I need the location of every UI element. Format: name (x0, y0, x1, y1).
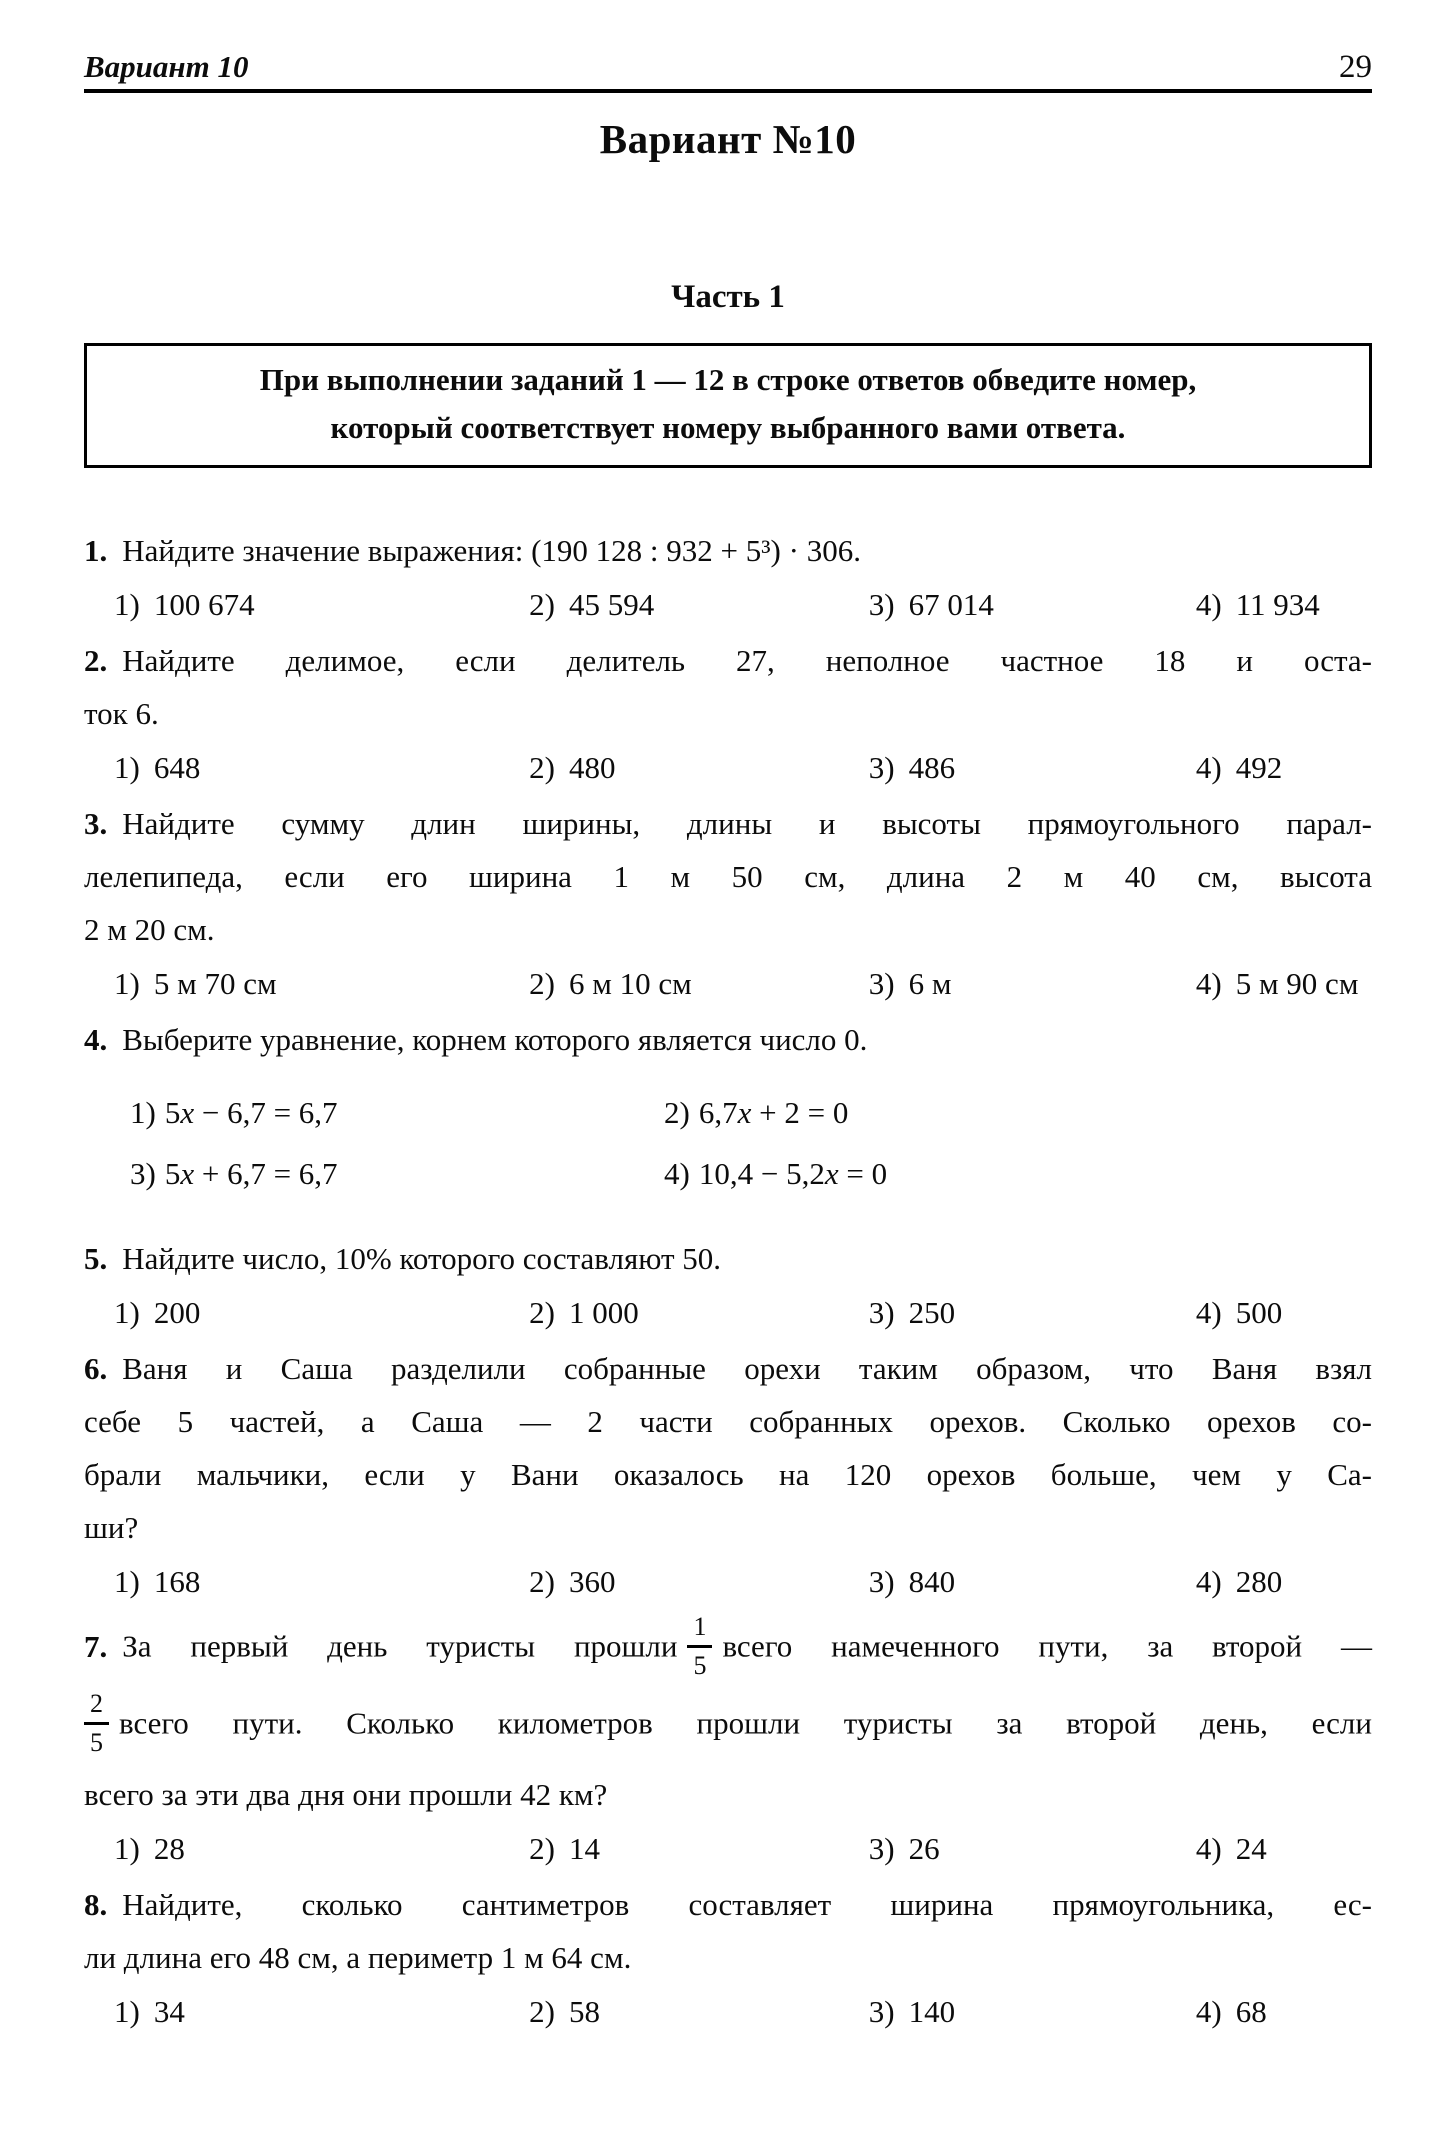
problem-statement: За первый день туристы прошли (122, 1628, 678, 1664)
part-heading: Часть 1 (671, 279, 785, 315)
answer-value: 28 (153, 1831, 185, 1866)
answer-option (1196, 1822, 1372, 1875)
problem-statement: Найдите делимое, если делитель 27, неполное частное 18 и оста- (122, 643, 1372, 678)
answers-row (84, 957, 1372, 1010)
answer-option (529, 578, 869, 631)
answer-value: 26 (908, 1831, 940, 1866)
problem-statement: Ваня и Саша разделили собранные орехи таким образом, что Ваня взял (122, 1351, 1372, 1386)
answer-label: 2) (529, 1994, 555, 2029)
problem-text-line: ли длина его 48 см, а периметр 1 м 64 см. (84, 1940, 632, 1975)
problem-text-line (84, 1691, 1372, 1762)
answer-label: 3) (868, 1564, 895, 1599)
page-number: 29 (1339, 49, 1372, 85)
problem-statement: всего пути. Сколько километров прошли туристы за второй день, если (119, 1705, 1372, 1741)
answer-option (1196, 1985, 1372, 2038)
answer-value: 140 (908, 1994, 956, 2029)
answer-value: 168 (153, 1564, 201, 1599)
header-rule (84, 89, 1372, 93)
answer-label: 4) (1195, 1994, 1222, 2029)
problem-2 (84, 634, 1372, 794)
answers-row (84, 1286, 1372, 1339)
answer-label: 1) (114, 1994, 140, 2029)
answers-row (84, 741, 1372, 794)
problem-text-line (84, 1342, 1372, 1395)
answer-label: 4) (1195, 1564, 1222, 1599)
answer-value: 250 (908, 1295, 956, 1330)
answer-option (114, 1286, 529, 1339)
problem-statement: Выберите уравнение, корнем которого является число 0. (122, 1022, 868, 1057)
problem-1 (84, 524, 1372, 631)
problems-list (84, 524, 1372, 2038)
problem-statement: всего намеченного пути, за второй — (722, 1628, 1372, 1664)
answer-option (114, 1985, 529, 2038)
problem-text-line (84, 1013, 1372, 1066)
answer-option (869, 1286, 1196, 1339)
answer-option (869, 1985, 1196, 2038)
answer-value: 24 (1235, 1831, 1267, 1866)
problem-number: 8. (84, 1887, 108, 1922)
problem-7 (84, 1614, 1372, 1875)
answer-label: 2) (529, 1295, 555, 1330)
answer-label: 3) (868, 966, 895, 1001)
equation: 10,4 − 5,2x = 0 (698, 1156, 888, 1191)
answer-label: 4) (1195, 587, 1222, 622)
answer-option (114, 1555, 529, 1608)
answer-option (869, 1822, 1196, 1875)
problem-statement: Найдите значение выражения: (190 128 : 932 + 5³) · 306. (122, 533, 861, 568)
problem-number: 5. (84, 1241, 108, 1276)
answer-option (114, 1822, 529, 1875)
answers-row (84, 1985, 1372, 2038)
answers-row (84, 578, 1372, 631)
answer-value: 14 (568, 1831, 600, 1866)
answer-label: 2) (529, 1564, 555, 1599)
problem-number: 2. (84, 643, 108, 678)
problem-text-line (84, 1878, 1372, 1931)
answer-option (529, 741, 869, 794)
equation-row (130, 1082, 1372, 1143)
answer-value: 68 (1235, 1994, 1267, 2029)
problem-number: 6. (84, 1351, 108, 1386)
answer-value: 5 м 70 см (153, 966, 277, 1001)
answer-value: 200 (153, 1295, 201, 1330)
answer-value: 500 (1235, 1295, 1283, 1330)
problem-text-line (84, 1232, 1372, 1285)
problem-text-line: лелепипеда, если его ширина 1 м 50 см, длина 2 м 40 см, высота (84, 859, 1372, 894)
answer-label: 3) (868, 1831, 895, 1866)
answer-value: 67 014 (908, 587, 994, 622)
problem-statement: Найдите, сколько сантиметров составляет ширина прямоугольника, ес- (122, 1887, 1372, 1922)
problem-text-line: брали мальчики, если у Вани оказалось на 120 орехов больше, чем у Са- (84, 1457, 1372, 1492)
answer-option (529, 1985, 869, 2038)
problem-text-line: ток 6. (84, 696, 159, 731)
answer-value: 492 (1235, 750, 1283, 785)
answer-option (869, 578, 1196, 631)
answer-value: 34 (153, 1994, 185, 2029)
fraction-denominator: 5 (90, 1728, 103, 1757)
answer-label: 1) (114, 966, 140, 1001)
answer-option (869, 741, 1196, 794)
answer-label: 3) (868, 1994, 895, 2029)
equation-option (664, 1082, 1372, 1143)
answer-value: 11 934 (1235, 587, 1320, 622)
instruction-line-1: При выполнении заданий 1 — 12 в строке ответов обведите номер, (259, 362, 1197, 397)
answer-value: 6 м 10 см (568, 966, 692, 1001)
problem-5 (84, 1232, 1372, 1339)
problem-text-line: 2 м 20 см. (84, 912, 215, 947)
fraction-numerator: 1 (687, 1611, 712, 1648)
answer-option (869, 957, 1196, 1010)
page-header (84, 50, 1372, 84)
equation: 5x − 6,7 = 6,7 (164, 1095, 338, 1130)
answer-label: 2) (664, 1095, 690, 1130)
answer-label: 1) (114, 1831, 140, 1866)
header-variant-label: Вариант 10 (84, 49, 249, 84)
problem-number: 1. (84, 533, 108, 568)
problem-text-line (84, 634, 1372, 687)
answer-label: 4) (664, 1156, 690, 1191)
equation-option (130, 1143, 664, 1204)
problem-6 (84, 1342, 1372, 1608)
answer-value: 6 м (908, 966, 952, 1001)
answer-label: 1) (130, 1095, 156, 1130)
answer-option (869, 1555, 1196, 1608)
answer-option (114, 957, 529, 1010)
answer-label: 2) (529, 750, 555, 785)
answer-option (1196, 578, 1372, 631)
answer-label: 4) (1195, 966, 1222, 1001)
answer-option (114, 578, 529, 631)
answer-value: 360 (568, 1564, 616, 1599)
problem-text-line (84, 1614, 1372, 1685)
answer-value: 1 000 (568, 1295, 639, 1330)
problem-number: 4. (84, 1022, 108, 1057)
fraction (84, 1688, 109, 1759)
instruction-line-2: который соответствует номеру выбранного вами ответа. (330, 410, 1126, 445)
fraction (687, 1611, 712, 1682)
answer-option (1196, 741, 1372, 794)
problem-statement: Найдите число, 10% которого составляют 50. (122, 1241, 722, 1276)
answer-label: 3) (868, 750, 895, 785)
equation: 6,7x + 2 = 0 (698, 1095, 849, 1130)
problem-text-line (84, 797, 1372, 850)
problem-number: 3. (84, 806, 108, 841)
problem-text-line: ши? (84, 1510, 139, 1545)
problem-3 (84, 797, 1372, 1010)
instruction-box (84, 343, 1372, 468)
answer-option (529, 1822, 869, 1875)
answer-option (1196, 957, 1372, 1010)
problem-4 (84, 1013, 1372, 1204)
answer-label: 1) (114, 750, 140, 785)
answers-row (84, 1822, 1372, 1875)
answer-option (1196, 1286, 1372, 1339)
answer-value: 480 (568, 750, 616, 785)
answer-label: 1) (114, 1295, 140, 1330)
answer-option (529, 957, 869, 1010)
equation: 5x + 6,7 = 6,7 (164, 1156, 338, 1191)
answer-label: 2) (529, 587, 555, 622)
page-title: Вариант №10 (599, 116, 857, 162)
answer-label: 3) (868, 1295, 895, 1330)
problem-text-line: всего за эти два дня они прошли 42 км? (84, 1777, 608, 1812)
answer-label: 3) (868, 587, 895, 622)
answer-label: 2) (529, 966, 555, 1001)
fraction-denominator: 5 (693, 1651, 707, 1680)
answers-row (84, 1555, 1372, 1608)
answer-value: 648 (153, 750, 201, 785)
problem-8 (84, 1878, 1372, 2038)
answer-value: 100 674 (153, 587, 255, 622)
equation-option (664, 1143, 1372, 1204)
equation-options (84, 1082, 1372, 1204)
answer-label: 1) (114, 587, 140, 622)
answer-value: 58 (568, 1994, 600, 2029)
document-page (84, 0, 1372, 2038)
equation-row (130, 1143, 1372, 1204)
answer-value: 840 (908, 1564, 956, 1599)
answer-label: 4) (1195, 1831, 1222, 1866)
answer-value: 486 (908, 750, 956, 785)
answer-value: 280 (1235, 1564, 1283, 1599)
answer-value: 45 594 (568, 587, 655, 622)
answer-label: 4) (1195, 1295, 1222, 1330)
answer-option (1196, 1555, 1372, 1608)
answer-label: 2) (529, 1831, 555, 1866)
answer-option (529, 1555, 869, 1608)
answer-label: 3) (130, 1156, 156, 1191)
fraction-numerator: 2 (84, 1688, 109, 1725)
answer-option (114, 741, 529, 794)
answer-label: 4) (1195, 750, 1222, 785)
problem-number: 7. (84, 1628, 108, 1664)
answer-label: 1) (114, 1564, 140, 1599)
problem-statement: Найдите сумму длин ширины, длины и высоты прямоугольного парал- (122, 806, 1372, 841)
equation-option (130, 1082, 664, 1143)
problem-text-line: себе 5 частей, а Саша — 2 части собранных орехов. Сколько орехов со- (84, 1404, 1372, 1439)
answer-value: 5 м 90 см (1235, 966, 1359, 1001)
problem-text-line (84, 524, 1372, 577)
answer-option (529, 1286, 869, 1339)
